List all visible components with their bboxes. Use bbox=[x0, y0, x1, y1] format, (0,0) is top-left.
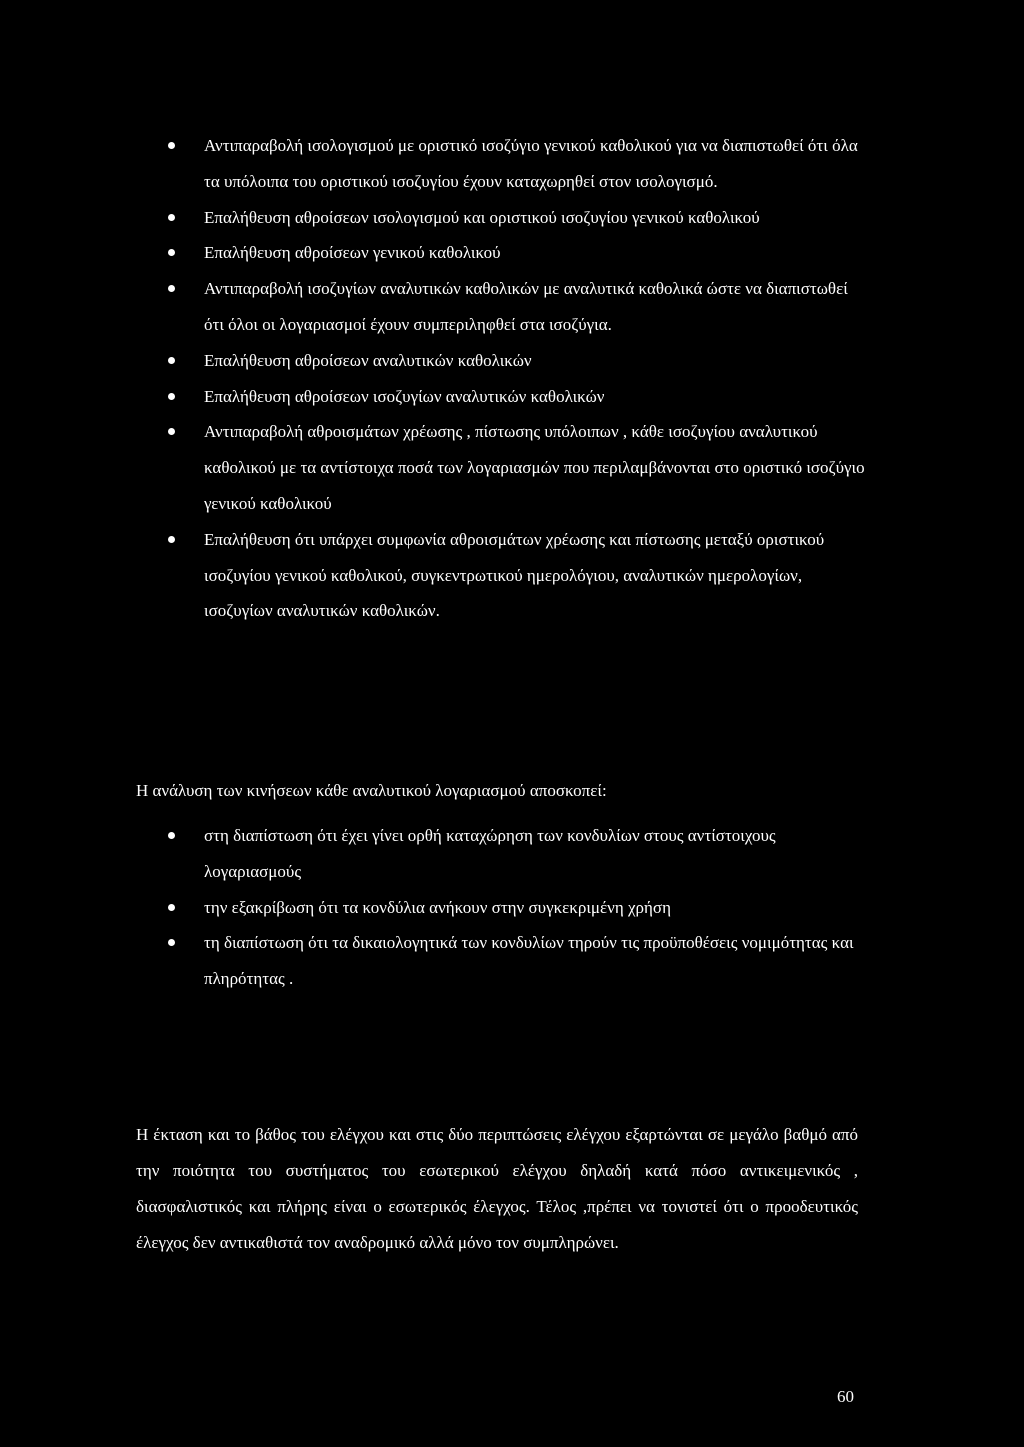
list-item: στη διαπίστωση ότι έχει γίνει ορθή καταχώρηση των κονδυλίων στους αντίστοιχους λογαριασμούς bbox=[168, 818, 868, 890]
closing-paragraph: Η έκταση και το βάθος του ελέγχου και στις δύο περιπτώσεις ελέγχου εξαρτώνται σε μεγάλο βαθμό από την ποιότητα του συστήματος του εσωτερικού ελέγχου δηλαδή κατά πόσο αντικειμενικός , διασφαλιστικός και πλήρης είναι ο εσωτερικός έλεγχος. Τέλος ,πρέπει να τονιστεί ότι ο προοδευτικός έλεγχος δεν αντικαθιστά τον αναδρομικό αλλά μόνο τον συμπληρώνει. bbox=[136, 1125, 858, 1252]
list-item: τη διαπίστωση ότι τα δικαιολογητικά των κονδυλίων τηρούν τις προϋποθέσεις νομιμότητας και πληρότητας . bbox=[168, 925, 868, 997]
list-item: Επαλήθευση αθροίσεων γενικού καθολικού bbox=[168, 235, 868, 271]
list-item: Επαλήθευση αθροίσεων ισολογισμού και οριστικού ισοζυγίου γενικού καθολικού bbox=[168, 200, 868, 236]
analysis-goals-list bbox=[168, 818, 868, 997]
list-item: Επαλήθευση αθροίσεων αναλυτικών καθολικών bbox=[168, 343, 868, 379]
list-item: την εξακρίβωση ότι τα κονδύλια ανήκουν στην συγκεκριμένη χρήση bbox=[168, 890, 868, 926]
verification-checks-list bbox=[168, 128, 868, 629]
analysis-intro: Η ανάλυση των κινήσεων κάθε αναλυτικού λογαριασμού αποσκοπεί: bbox=[136, 781, 607, 800]
list-item: Αντιπαραβολή ισοζυγίων αναλυτικών καθολικών με αναλυτικά καθολικά ώστε να διαπιστωθεί ότι όλοι οι λογαριασμοί έχουν συμπεριληφθεί στα ισοζύγια. bbox=[168, 271, 868, 343]
list-item: Αντιπαραβολή ισολογισμού με οριστικό ισοζύγιο γενικού καθολικού για να διαπιστωθεί ότι όλα τα υπόλοιπα του οριστικού ισοζυγίου έχουν καταχωρηθεί στον ισολογισμό. bbox=[168, 128, 868, 200]
page-number: 60 bbox=[837, 1387, 854, 1406]
list-item: Επαλήθευση αθροίσεων ισοζυγίων αναλυτικών καθολικών bbox=[168, 379, 868, 415]
list-item: Επαλήθευση ότι υπάρχει συμφωνία αθροισμάτων χρέωσης και πίστωσης μεταξύ οριστικού ισοζυγίου γενικού καθολικού, συγκεντρωτικού ημερολόγιου, αναλυτικών ημερολογίων, ισοζυγίων αναλυτικών καθολικών. bbox=[168, 522, 868, 629]
list-item: Αντιπαραβολή αθροισμάτων χρέωσης , πίστωσης υπόλοιπων , κάθε ισοζυγίου αναλυτικού καθολικού με τα αντίστοιχα ποσά των λογαριασμών που περιλαμβάνονται στο οριστικό ισοζύγιο γενικού καθολικού bbox=[168, 414, 868, 521]
